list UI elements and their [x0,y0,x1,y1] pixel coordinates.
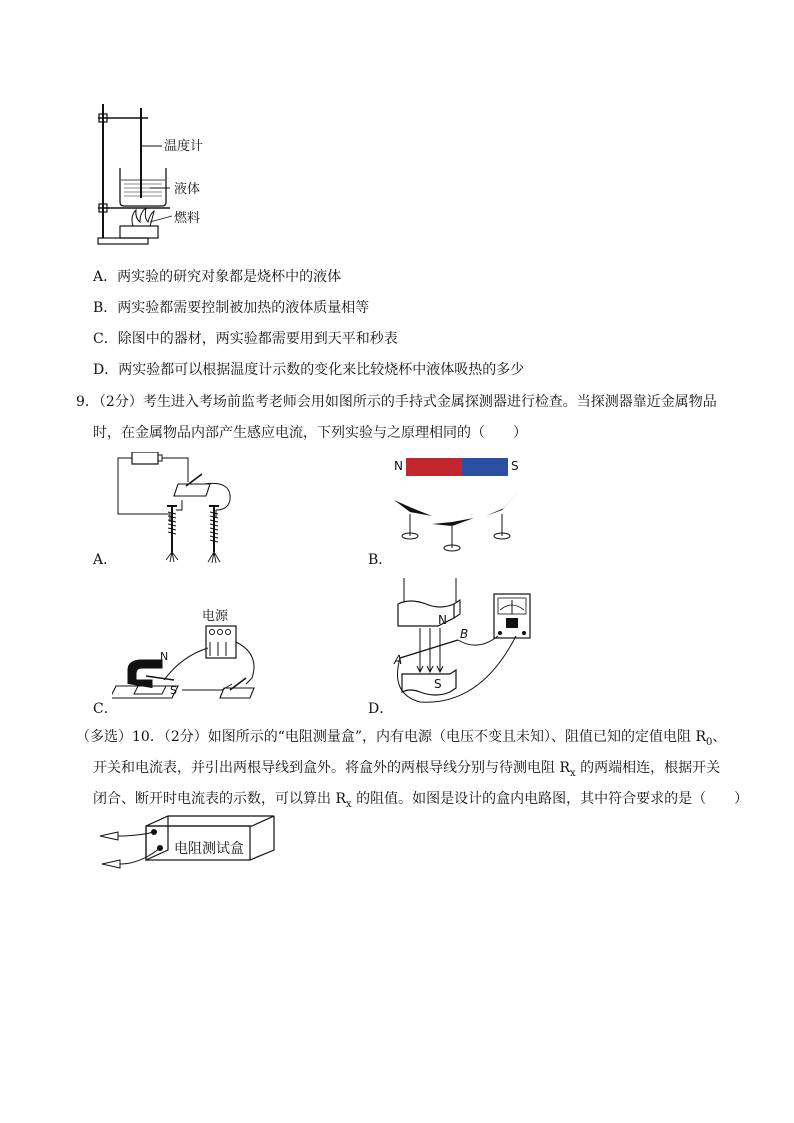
heating-apparatus-figure [90,98,220,250]
point-b-label: B [460,627,469,641]
magnet-blue-half [462,458,508,476]
q9-option-a-letter: A． [93,552,118,568]
q9-option-d-letter: D． [368,701,394,717]
q9-figure-a [112,452,252,564]
magnet-s-label: S [511,459,519,473]
q10-line1-tail: 、 [712,729,727,745]
q9-figure-d [390,576,560,708]
magnet-d-s-label: S [434,677,442,691]
q9-option-b-letter: B． [368,552,393,568]
q10-line2-pre: 开关和电流表，并引出两根导线到盒外。将盒外的两根导线分别与待测电阻 R [93,760,570,776]
rx-subscript-1: x [570,767,576,779]
q9-figure-b [390,452,530,556]
q9-figure-c [112,604,262,704]
q10-line1-text: （多选）10．（2分）如图所示的“电阻测量盒”，内有电源（电压不变且未知）、阻值已知的定值电阻 R [76,729,707,745]
q10-stem-line1 [76,727,726,753]
magnet-c-n-label: N [160,650,169,663]
resistance-test-box-figure [94,812,280,874]
magnet-d-n-label: N [438,613,447,627]
q8-option-b: B．两实验都需要控制被加热的液体质量相等 [93,300,370,316]
magnet-red-half [406,458,462,476]
q8-option-d: D．两实验都可以根据温度计示数的变化来比较烧杯中液体吸热的多少 [93,362,525,378]
box-label: 电阻测试盒 [174,841,244,857]
magnet-n-label: N [394,459,403,473]
q9-option-c-letter: C． [93,701,118,717]
q9-stem-line1: 9．（2分）考生进入考场前监考老师会用如图所示的手持式金属探测器进行检查。当探测器靠近金属物品 [76,394,717,410]
liquid-label: 液体 [174,182,201,197]
fuel-label: 燃料 [174,211,201,226]
q10-line3-pre: 闭合、断开时电流表的示数，可以算出 R [93,791,346,807]
q10-line3-post: 的阻值。如图是设计的盒内电路图，其中符合要求的是（ ） [351,791,749,807]
r0-subscript: 0 [706,736,713,748]
magnet-c-s-label: S [170,684,177,697]
q10-stem-line2 [93,758,720,784]
thermometer-label: 温度计 [164,139,204,154]
rx-subscript-2: x [346,798,352,810]
point-a-label: A [394,653,403,667]
q10-line2-post: 的两端相连，根据开关 [575,760,721,776]
q10-stem-line3 [93,789,748,815]
power-label: 电源 [202,609,229,624]
q8-option-c: C．除图中的器材，两实验都需要用到天平和秒表 [93,331,398,347]
q9-stem-line2: 时，在金属物品内部产生感应电流，下列实验与之原理相同的（ ） [93,425,527,441]
q8-option-a: A．两实验的研究对象都是烧杯中的液体 [93,269,342,285]
